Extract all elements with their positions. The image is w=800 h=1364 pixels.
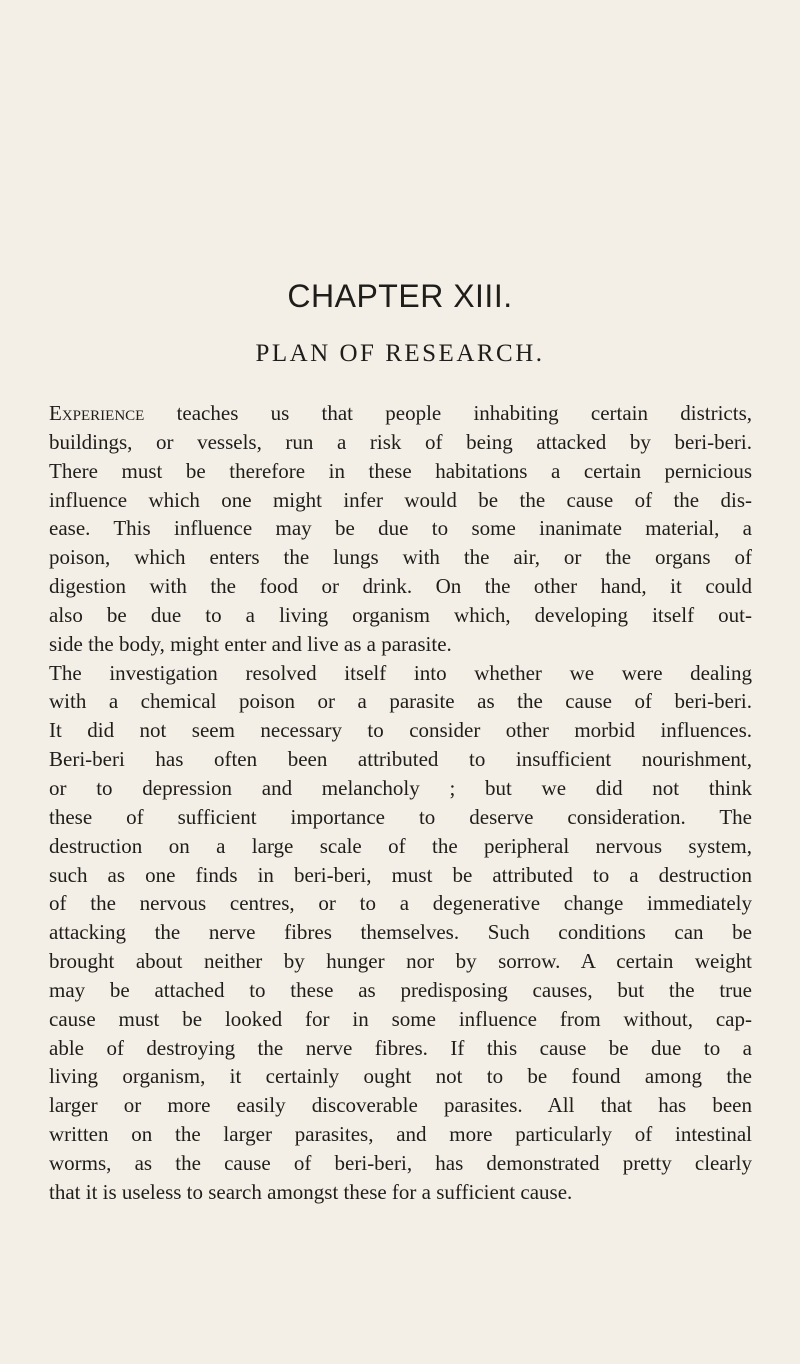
text-line: There must be therefore in these habitations a certain pernicious	[49, 458, 752, 483]
text-line: larger or more easily discoverable parasites. All that has been	[49, 1093, 752, 1118]
text-line: such as one finds in beri-beri, must be attributed to a destruction	[49, 862, 752, 887]
text-line: attacking the nerve fibres themselves. Such conditions can be	[49, 920, 752, 945]
text-line: of the nervous centres, or to a degenerative change immediately	[49, 891, 752, 916]
text-line: cause must be looked for in some influence from without, cap-	[49, 1006, 752, 1031]
text-line: The investigation resolved itself into whether we were dealing	[49, 660, 752, 685]
text-line: ease. This influence may be due to some inanimate material, a	[49, 516, 752, 541]
text-line	[49, 399, 752, 428]
text-line: or to depression and melancholy ; but we did not think	[49, 775, 752, 800]
text-line: living organism, it certainly ought not to be found among the	[49, 1064, 752, 1089]
text-line: Beri-beri has often been attributed to insufficient nourishment,	[49, 747, 752, 772]
text-line: written on the larger parasites, and more particularly of intestinal	[49, 1122, 752, 1147]
text-line: these of sufficient importance to deserve consideration. The	[49, 804, 752, 829]
text-line: buildings, or vessels, run a risk of being attacked by beri-beri.	[49, 429, 752, 454]
text-line: brought about neither by hunger nor by sorrow. A certain weight	[49, 949, 752, 974]
text-line: poison, which enters the lungs with the air, or the organs of	[49, 545, 752, 570]
text-line-rest: teaches us that people inhabiting certain districts,	[144, 401, 752, 425]
text-line: may be attached to these as predisposing causes, but the true	[49, 977, 752, 1002]
section-title: PLAN OF RESEARCH.	[255, 340, 545, 367]
text-line: with a chemical poison or a parasite as the cause of beri-beri.	[49, 689, 752, 714]
lead-word: Experience	[49, 401, 145, 425]
text-line: also be due to a living organism which, developing itself out-	[49, 602, 752, 627]
chapter-title: CHAPTER XIII.	[287, 278, 513, 314]
text-line: digestion with the food or drink. On the other hand, it could	[49, 574, 752, 599]
text-line: side the body, might enter and live as a parasite.	[49, 631, 452, 656]
text-line: worms, as the cause of beri-beri, has demonstrated pretty clearly	[49, 1150, 752, 1175]
text-line: influence which one might infer would be the cause of the dis-	[49, 487, 752, 512]
paragraph-1	[49, 399, 752, 659]
text-line: It did not seem necessary to consider other morbid influences.	[49, 718, 752, 743]
text-line: destruction on a large scale of the peripheral nervous system,	[49, 833, 752, 858]
text-line: that it is useless to search amongst these for a sufficient cause.	[49, 1179, 573, 1204]
text-line: able of destroying the nerve fibres. If this cause be due to a	[49, 1035, 752, 1060]
paragraph-2	[49, 659, 752, 1207]
body-text	[49, 399, 752, 1207]
